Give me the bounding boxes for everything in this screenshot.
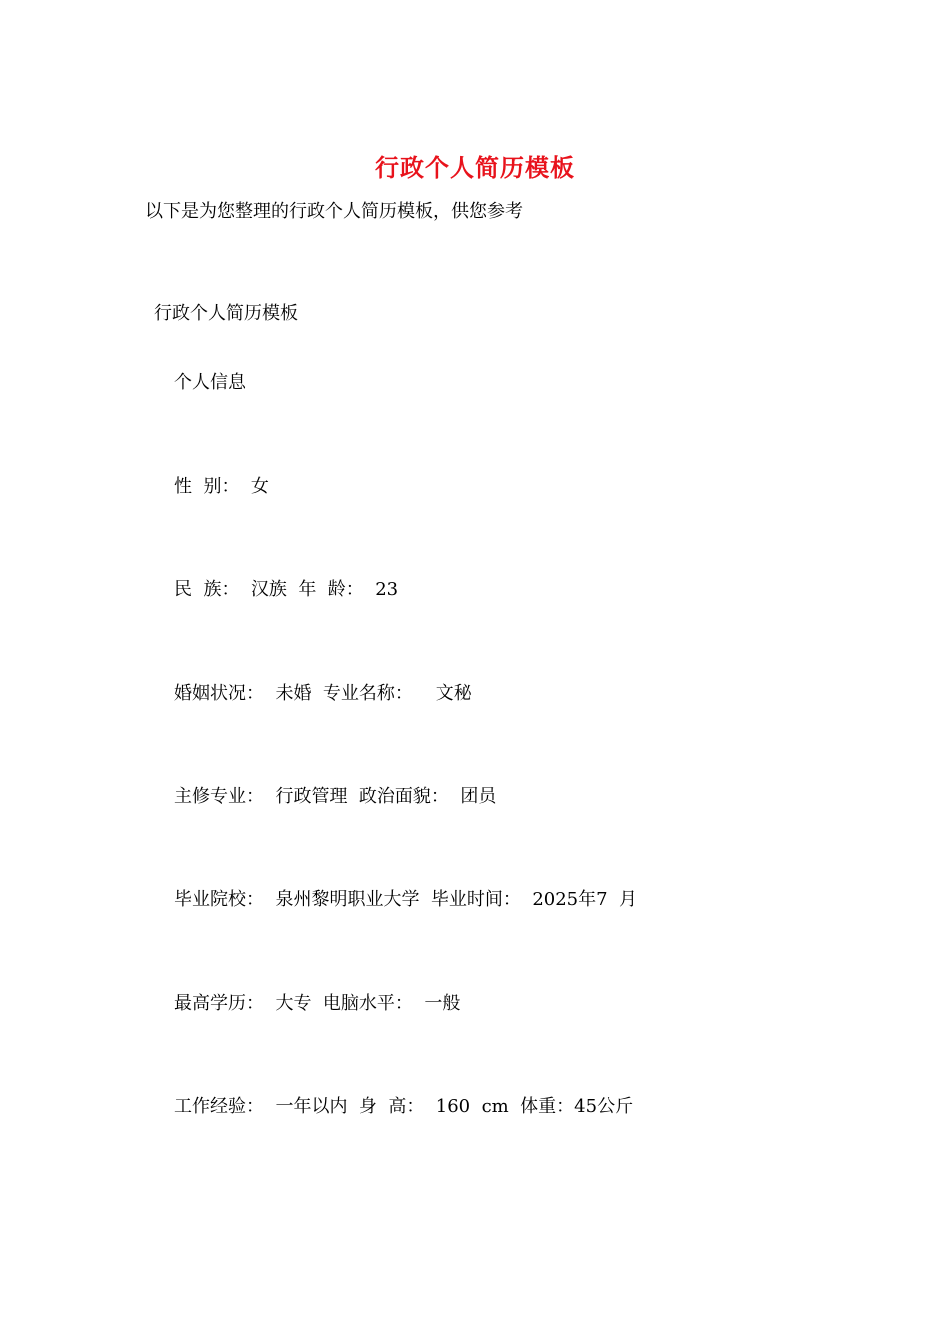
info-row-school-graduation: 毕业院校： 泉州黎明职业大学 毕业时间： 2025年7 月: [174, 889, 638, 910]
info-row-education-computer: 最高学历： 大专 电脑水平： 一般: [174, 993, 461, 1014]
section-heading: 行政个人简历模板: [154, 303, 298, 324]
document-title: 行政个人简历模板: [375, 153, 575, 182]
info-row-ethnicity-age: 民 族： 汉族 年 龄： 23: [174, 579, 399, 600]
info-row-experience-height-weight: 工作经验： 一年以内 身 高： 160 cm 体重：45公斤: [174, 1096, 634, 1117]
section-subheading: 个人信息: [174, 372, 246, 393]
info-row-major-political: 主修专业： 行政管理 政治面貌： 团员: [174, 786, 497, 807]
intro-paragraph: 以下是为您整理的行政个人简历模板，供您参考: [145, 201, 523, 222]
info-row-gender: 性 别： 女: [174, 476, 269, 497]
info-row-marital-major: 婚姻状况： 未婚 专业名称： 文秘: [174, 683, 472, 704]
